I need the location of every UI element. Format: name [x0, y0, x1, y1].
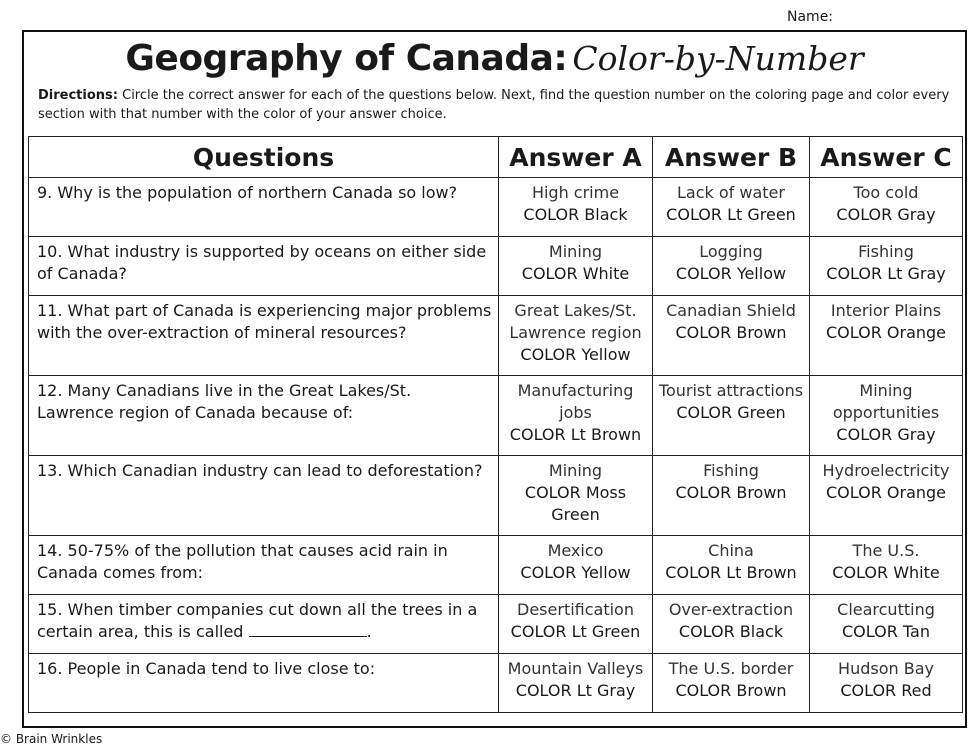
table-row	[29, 376, 963, 456]
answer-text: Logging	[699, 242, 763, 261]
directions-text: Circle the correct answer for each of the questions below. Next, find the question number on the coloring page and color every section with that number with the color of your answer choice.	[38, 88, 950, 122]
answer-text: The U.S.	[852, 541, 920, 560]
copyright: © Brain Wrinkles	[0, 732, 103, 746]
table-row	[29, 536, 963, 595]
answer-a-16[interactable]	[499, 654, 653, 713]
question-13: 13. Which Canadian industry can lead to deforestation?	[29, 456, 499, 536]
answer-color: COLOR Gray	[836, 205, 936, 224]
answer-text: Lack of water	[677, 183, 785, 202]
directions	[38, 86, 960, 124]
answer-text: Mining	[548, 242, 603, 261]
header-answer-a: Answer A	[499, 137, 653, 178]
answer-text: Hudson Bay	[838, 659, 934, 678]
table-row	[29, 296, 963, 376]
question-14: 14. 50-75% of the pollution that causes acid rain in Canada comes from:	[29, 536, 499, 595]
answer-a-9[interactable]	[499, 178, 653, 237]
answer-color: COLOR Brown	[675, 483, 787, 502]
answer-a-15[interactable]	[499, 595, 653, 654]
page-title	[24, 38, 965, 79]
answer-color: COLOR White	[521, 264, 630, 283]
answer-c-15[interactable]	[810, 595, 963, 654]
answer-b-13[interactable]	[653, 456, 810, 536]
table-row	[29, 654, 963, 713]
answer-text: Mining opportunities	[832, 381, 940, 422]
answer-color: COLOR Yellow	[520, 345, 631, 364]
answer-color: COLOR Yellow	[520, 563, 631, 582]
answer-text: Mining	[548, 461, 603, 480]
answer-color: COLOR Lt Gray	[515, 681, 636, 700]
answer-text: China	[708, 541, 754, 560]
answer-b-16[interactable]	[653, 654, 810, 713]
answer-c-10[interactable]	[810, 237, 963, 296]
header-answer-b: Answer B	[653, 137, 810, 178]
answer-text: High crime	[531, 183, 620, 202]
answer-color: COLOR Moss Green	[524, 483, 627, 524]
header-questions: Questions	[29, 137, 499, 178]
answer-c-9[interactable]	[810, 178, 963, 237]
answer-color: COLOR Orange	[825, 483, 947, 502]
answer-color: COLOR Tan	[842, 622, 930, 641]
answer-color: COLOR Lt Green	[666, 205, 796, 224]
answer-color: COLOR Lt Brown	[509, 425, 642, 444]
answer-blank	[249, 622, 367, 637]
answer-c-11[interactable]	[810, 296, 963, 376]
answer-color: COLOR Green	[676, 403, 786, 422]
question-16: 16. People in Canada tend to live close to:	[29, 654, 499, 713]
answer-color: COLOR White	[832, 563, 940, 582]
table-row	[29, 178, 963, 237]
answer-text: Fishing	[703, 461, 759, 480]
directions-label: Directions:	[38, 88, 118, 103]
question-11: 11. What part of Canada is experiencing major problems with the over-extraction of mineral resources?	[29, 296, 499, 376]
answer-color: COLOR Red	[840, 681, 932, 700]
answer-color: COLOR Black	[678, 622, 784, 641]
worksheet-frame	[22, 30, 967, 728]
answer-text: Tourist attractions	[658, 381, 804, 400]
answer-color: COLOR Lt Green	[510, 622, 641, 641]
table-row	[29, 456, 963, 536]
title-main: Geography of Canada:	[125, 38, 568, 79]
answer-color: COLOR Brown	[675, 681, 787, 700]
question-10: 10. What industry is supported by oceans on either side of Canada?	[29, 237, 499, 296]
answer-b-10[interactable]	[653, 237, 810, 296]
answer-color: COLOR Yellow	[675, 264, 787, 283]
answer-text: Mexico	[547, 541, 604, 560]
answer-c-14[interactable]	[810, 536, 963, 595]
answer-b-15[interactable]	[653, 595, 810, 654]
answer-a-10[interactable]	[499, 237, 653, 296]
answer-text: Over-extraction	[668, 600, 794, 619]
answer-color: COLOR Black	[523, 205, 628, 224]
answer-text: Fishing	[858, 242, 914, 261]
answer-text: Great Lakes/St. Lawrence region	[509, 301, 642, 342]
table-header-row	[29, 137, 963, 178]
answer-color: COLOR Brown	[675, 323, 787, 342]
answer-b-14[interactable]	[653, 536, 810, 595]
answer-text: Hydroelectricity	[822, 461, 950, 480]
answer-text: Manufacturing jobs	[517, 381, 634, 422]
answer-text: The U.S. border	[668, 659, 794, 678]
answer-text: Canadian Shield	[666, 301, 796, 320]
answer-b-9[interactable]	[653, 178, 810, 237]
answer-b-11[interactable]	[653, 296, 810, 376]
answer-a-12[interactable]	[499, 376, 653, 456]
question-12: 12. Many Canadians live in the Great Lakes/St. Lawrence region of Canada because of:	[29, 376, 499, 456]
answer-a-14[interactable]	[499, 536, 653, 595]
answer-b-12[interactable]	[653, 376, 810, 456]
answer-a-13[interactable]	[499, 456, 653, 536]
table-row	[29, 237, 963, 296]
answer-c-16[interactable]	[810, 654, 963, 713]
answer-text: Interior Plains	[830, 301, 942, 320]
title-script: Color-by-Number	[572, 39, 864, 78]
answer-color: COLOR Lt Brown	[665, 563, 797, 582]
header-answer-c: Answer C	[810, 137, 963, 178]
question-15-text: 15. When timber companies cut down all the trees in a certain area, this is called	[37, 600, 478, 641]
question-9: 9. Why is the population of northern Canada so low?	[29, 178, 499, 237]
question-15: 15. When timber companies cut down all the trees in a certain area, this is called .	[29, 595, 499, 654]
name-label: Name:	[787, 9, 834, 25]
answer-a-11[interactable]	[499, 296, 653, 376]
questions-table	[28, 136, 963, 713]
answer-color: COLOR Gray	[836, 425, 936, 444]
answer-c-12[interactable]	[810, 376, 963, 456]
answer-text: Mountain Valleys	[507, 659, 644, 678]
answer-text: Desertification	[517, 600, 634, 619]
table-row	[29, 595, 963, 654]
answer-c-13[interactable]	[810, 456, 963, 536]
answer-color: COLOR Orange	[825, 323, 947, 342]
answer-text: Clearcutting	[837, 600, 935, 619]
answer-color: COLOR Lt Gray	[826, 264, 946, 283]
answer-text: Too cold	[853, 183, 919, 202]
